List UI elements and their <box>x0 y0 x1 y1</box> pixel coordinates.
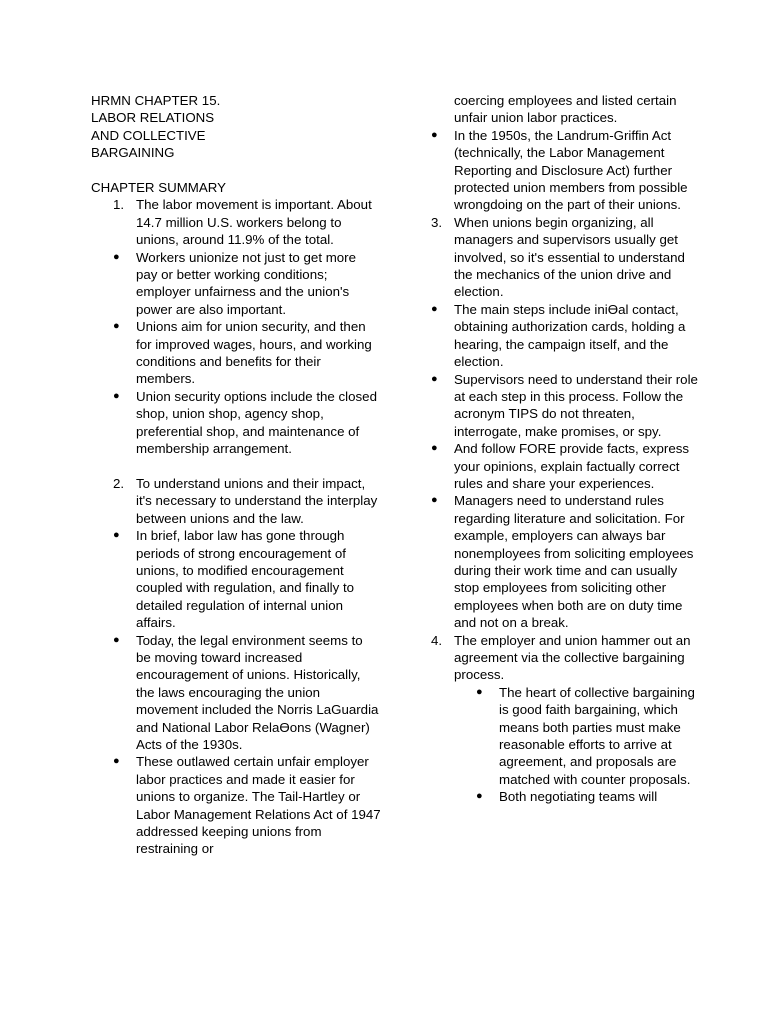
bullet-icon: ● <box>431 372 438 385</box>
bullet-text: Union security options include the closed shop, union shop, agency shop, preferential shop, and maintenance of membership arrangement. <box>136 388 377 457</box>
bullet-item <box>409 301 699 371</box>
numbered-item-4 <box>409 632 699 684</box>
bullet-item <box>91 632 381 754</box>
paragraph-text: When unions begin organizing, all managers and supervisors usually get involved, so it's essential to understand the mechanics of the union drive and election. <box>454 214 685 300</box>
bullet-icon: ● <box>476 685 483 698</box>
document-title <box>91 92 381 162</box>
sub-bullet-item <box>409 788 699 805</box>
bullet-text: Both negotiating teams will <box>499 789 658 805</box>
bullet-text: The heart of collective bargaining is good faith bargaining, which means both parties must make reasonable efforts to arrive at agreement, and proposals are matched with counter proposals. <box>499 684 695 787</box>
title-line: HRMN CHAPTER 15. <box>91 93 221 108</box>
bullet-item <box>91 318 381 388</box>
bullet-item <box>91 527 381 631</box>
bullet-item <box>409 440 699 492</box>
bullet-text: Managers need to understand rules regarding literature and solicitation. For example, employers can always bar nonemployees from soliciting employees during their work time and can usually stop employees from soliciting other employees when both are on duty time and not on a break. <box>454 493 694 631</box>
bullet-icon: ● <box>431 302 438 315</box>
bullet-text: These outlawed certain unfair employer labor practices and made it easier for unions to organize. The Tail-Hartley or Labor Management Relations Act of 1947 addressed keeping unions from restraining or <box>136 754 381 857</box>
bullet-icon: ● <box>113 529 120 542</box>
bullet-icon: ● <box>113 755 120 768</box>
bullet-text: The main steps include iniƟal contact, obtaining authorization cards, holding a hearing, the campaign itself, and the election. <box>454 301 686 370</box>
bullet-icon: ● <box>113 320 120 333</box>
numbered-item-1 <box>91 196 381 248</box>
bullet-icon: ● <box>113 389 120 402</box>
right-column <box>409 92 699 806</box>
bullet-icon: ● <box>113 633 120 646</box>
bullet-text: Unions aim for union security, and then for improved wages, hours, and working conditions and benefits for their members. <box>136 319 372 387</box>
bullet-item <box>409 127 699 214</box>
bullet-icon: ● <box>431 494 438 507</box>
bullet-text: Workers unionize not just to get more pay or better working conditions; employer unfairness and the union's power are also important. <box>136 249 356 317</box>
bullet-icon: ● <box>431 128 438 141</box>
bullet-text: In the 1950s, the Landrum-Griffin Act (technically, the Labor Management Reporting and Disclosure Act) further protected union members from possible wrongdoing on the part of their unions. <box>454 127 688 213</box>
bullet-text: Supervisors need to understand their role at each step in this process. Follow the acronym TIPS do not threaten, interrogate, make promises, or spy. <box>454 371 698 439</box>
bullet-item <box>91 249 381 319</box>
left-column <box>91 92 381 858</box>
bullet-text: In brief, labor law has gone through periods of strong encouragement of unions, to modified encouragement coupled with regulation, and finally to detailed regulation of internal union affairs. <box>136 528 355 631</box>
paragraph-text: The labor movement is important. About 14.7 million U.S. workers belong to unions, around 11.9% of the total. <box>136 197 372 248</box>
list-number: 1. <box>113 197 125 213</box>
bullet-icon: ● <box>476 790 483 803</box>
paragraph-text: To understand unions and their impact, it's necessary to understand the interplay between unions and the law. <box>136 475 378 526</box>
bullet-icon: ● <box>113 250 120 263</box>
list-number: 3. <box>431 214 443 230</box>
title-line: BARGAINING <box>91 145 175 161</box>
bullet-text: And follow FORE provide facts, express your opinions, explain factually correct rules and share your experiences. <box>454 441 690 491</box>
bullet-item <box>91 753 381 857</box>
spacer <box>91 458 381 475</box>
list-number: 4. <box>431 632 443 648</box>
bullet-icon: ● <box>431 442 438 455</box>
sub-bullet-item <box>409 684 699 788</box>
title-line: LABOR RELATIONS <box>91 110 215 126</box>
section-heading: CHAPTER SUMMARY <box>91 180 226 196</box>
bullet-text: Today, the legal environment seems to be moving toward increased encouragement of unions. Historically, the laws encouraging the union movement included the Norris LaGuardia and National Labor RelaƟons (Wagner) Acts of the 1930s. <box>136 632 379 752</box>
list-number: 2. <box>113 475 125 491</box>
continued-text: coercing employees and listed certain unfair union labor practices. <box>454 93 677 126</box>
bullet-item <box>91 388 381 458</box>
bullet-item <box>409 371 699 441</box>
bullet-item <box>409 492 699 631</box>
numbered-item-2 <box>91 475 381 527</box>
numbered-item-3 <box>409 214 699 301</box>
paragraph-text: The employer and union hammer out an agreement via the collective bargaining process. <box>454 632 691 683</box>
title-line: AND COLLECTIVE <box>91 127 206 143</box>
